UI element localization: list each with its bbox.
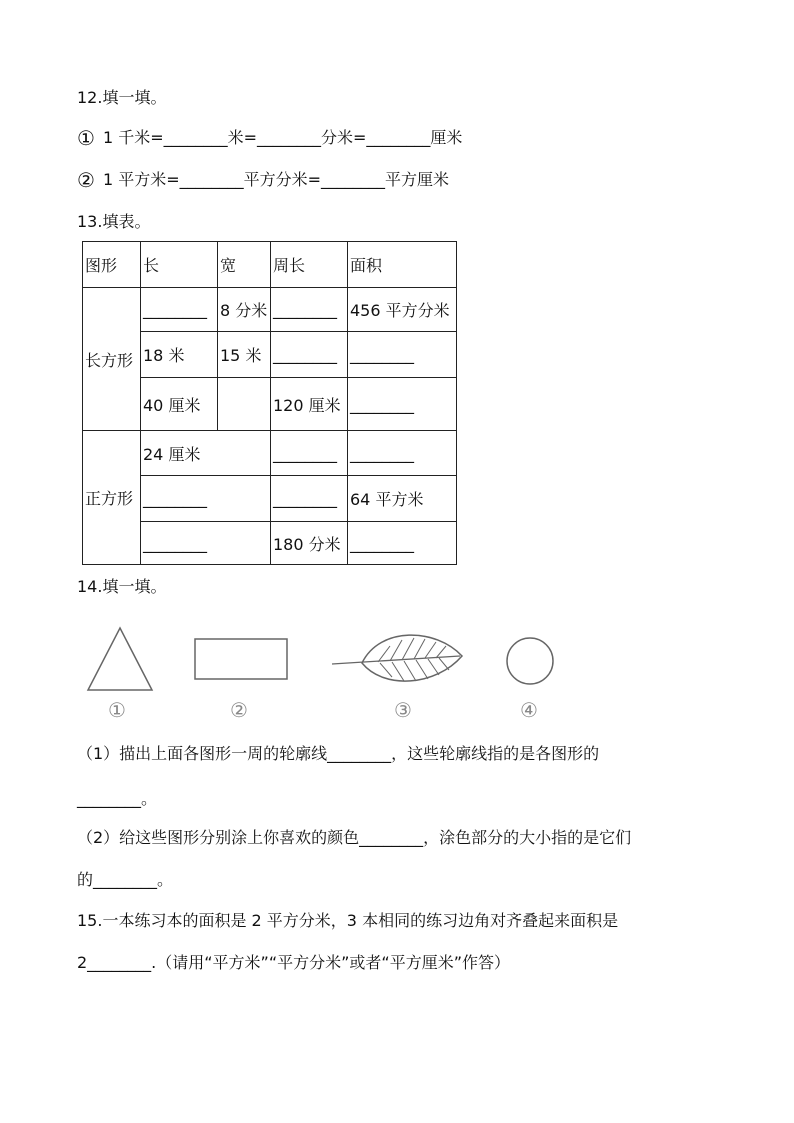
table-cell: ________ <box>141 288 218 332</box>
table-row <box>83 431 457 476</box>
table-cell: 456 平方分米 <box>348 288 457 332</box>
table-cell: ________ <box>271 332 348 378</box>
header-area: 面积 <box>348 242 457 288</box>
table-cell: ________ <box>271 288 348 332</box>
q12-line2-text: 1 平方米=________平方分米=________平方厘米 <box>102 170 450 189</box>
q13-table <box>82 241 457 565</box>
table-cell: ________ <box>141 476 271 522</box>
shape-label-2: ② <box>230 698 248 722</box>
table-header-row <box>83 242 457 288</box>
q15-line1: 15.一本练习本的面积是 2 平方分米，3 本相同的练习边角对齐叠起来面积是 <box>77 911 619 930</box>
table-cell: ________ <box>271 431 348 476</box>
circle-shape <box>504 635 556 687</box>
header-length: 长 <box>141 242 218 288</box>
table-cell: 8 分米 <box>218 288 271 332</box>
table-cell: 40 厘米 <box>141 378 218 431</box>
q13-title: 13.填表。 <box>77 212 151 231</box>
table-cell: 64 平方米 <box>348 476 457 522</box>
square-label: 正方形 <box>83 431 141 565</box>
header-perimeter: 周长 <box>271 242 348 288</box>
q12-line1 <box>77 128 462 148</box>
q12-mark-1: ① <box>77 126 95 150</box>
header-width: 宽 <box>218 242 271 288</box>
table-cell: ________ <box>348 431 457 476</box>
q12-mark-2: ② <box>77 168 95 192</box>
q14-shapes <box>0 600 794 730</box>
q14-p1-line2: ________。 <box>77 789 158 808</box>
table-cell: 120 厘米 <box>271 378 348 431</box>
table-cell: 180 分米 <box>271 522 348 565</box>
header-shape: 图形 <box>83 242 141 288</box>
q12-line2 <box>77 170 449 190</box>
table-cell: ________ <box>271 476 348 522</box>
table-row <box>83 288 457 332</box>
leaf-shape <box>328 624 468 694</box>
q14-p1-line1: （1）描出上面各图形一周的轮廓线________，这些轮廓线指的是各图形的 <box>77 744 600 763</box>
table-cell: 18 米 <box>141 332 218 378</box>
shape-label-4: ④ <box>520 698 538 722</box>
q12-title: 12.填一填。 <box>77 88 167 107</box>
table-cell: ________ <box>141 522 271 565</box>
shape-label-1: ① <box>108 698 126 722</box>
q12-line1-text: 1 千米=________米=________分米=________厘米 <box>102 128 463 147</box>
table-cell: 15 米 <box>218 332 271 378</box>
table-cell: ________ <box>348 378 457 431</box>
table-cell: ________ <box>348 332 457 378</box>
q14-p2-line1: （2）给这些图形分别涂上你喜欢的颜色________，涂色部分的大小指的是它们 <box>77 828 632 847</box>
q15-line2: 2________.（请用“平方米”“平方分米”或者“平方厘米”作答） <box>77 953 511 972</box>
triangle-shape <box>86 626 154 692</box>
rectangle-shape <box>193 637 289 681</box>
table-cell <box>218 378 271 431</box>
shape-label-3: ③ <box>394 698 412 722</box>
rect-label: 长方形 <box>83 288 141 431</box>
table-cell: 24 厘米 <box>141 431 271 476</box>
q14-title: 14.填一填。 <box>77 577 167 596</box>
q14-p2-line2: 的________。 <box>77 870 174 889</box>
table-cell: ________ <box>348 522 457 565</box>
